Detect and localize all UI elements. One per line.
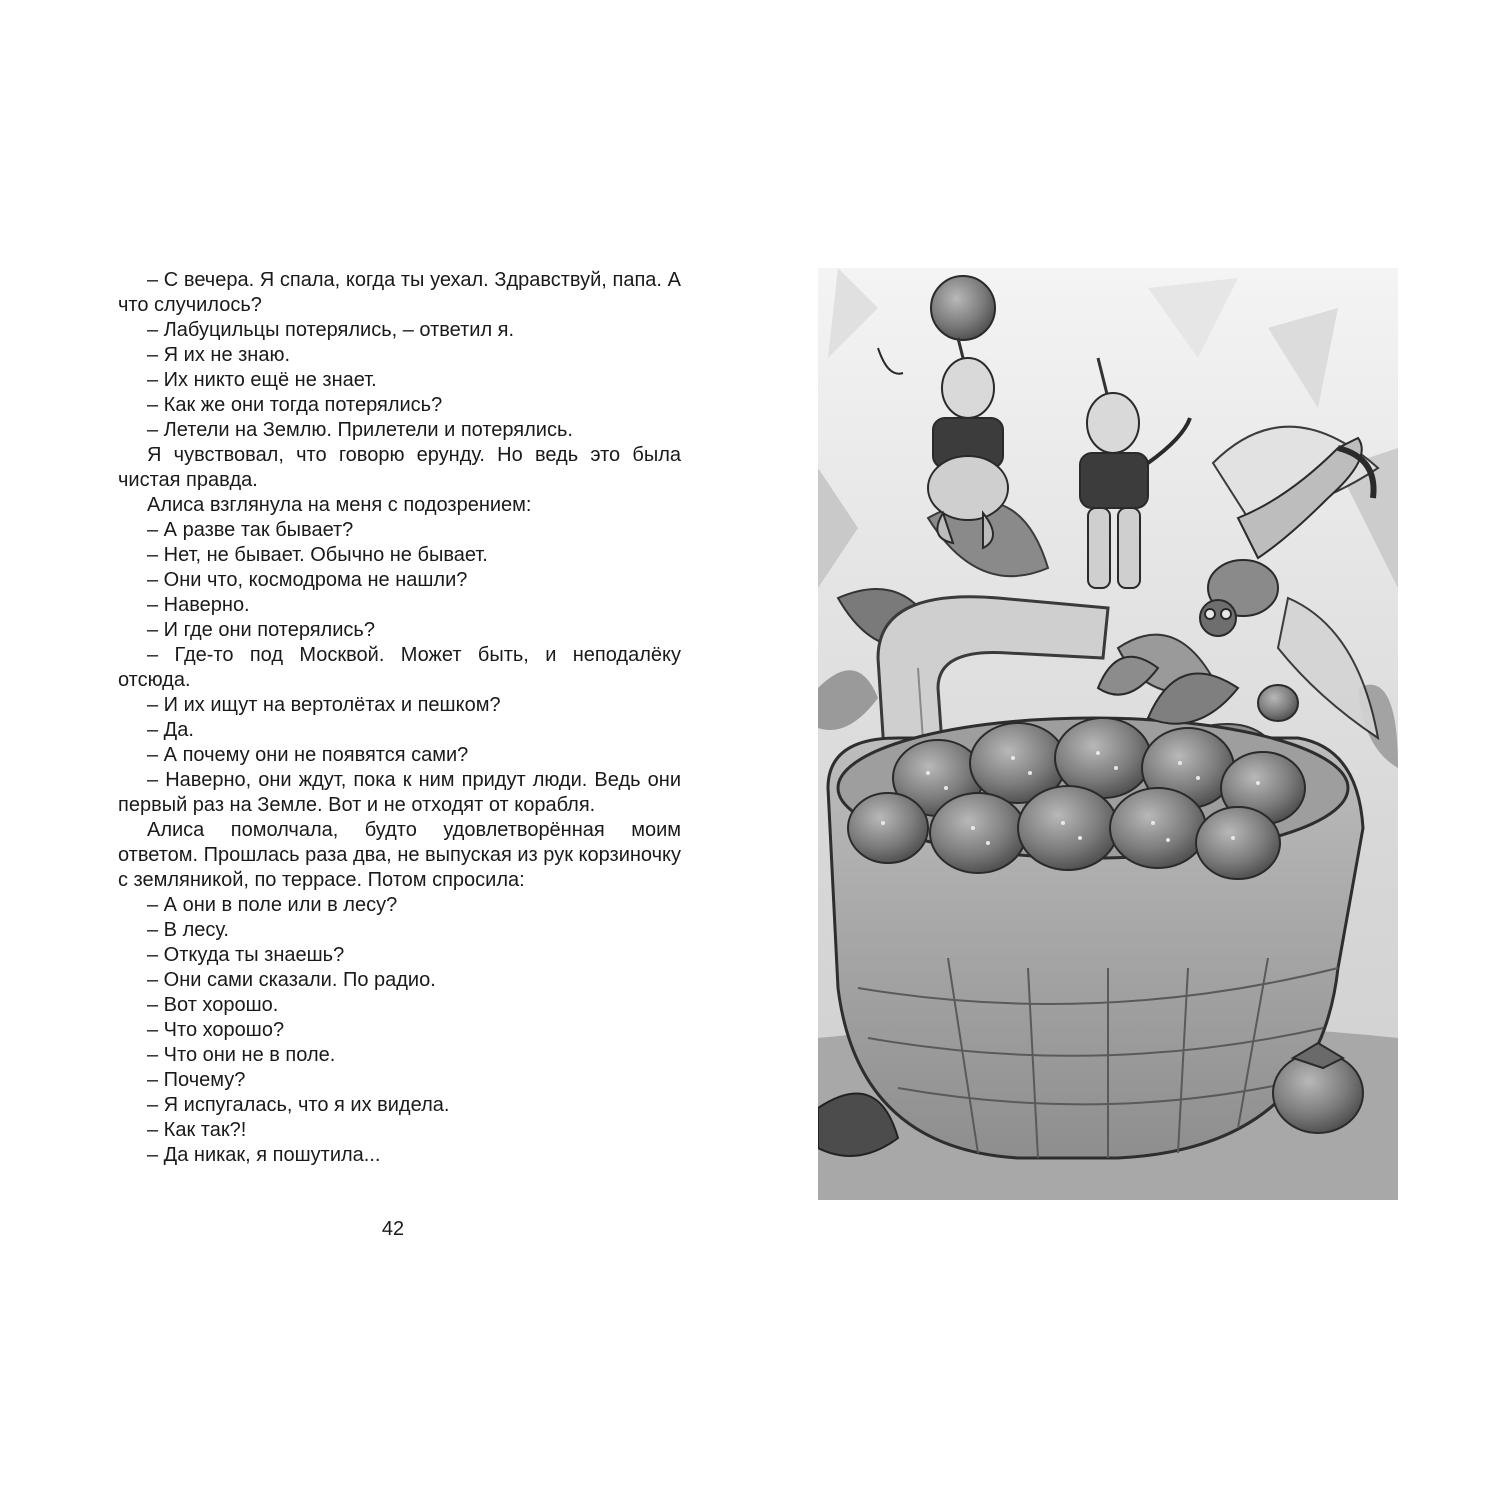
paragraph-28: – Я испугалась, что я их видела. (147, 1094, 450, 1116)
paragraph-1: – С вечера. Я спала, когда ты уехал. Здравствуй, папа. А что случилось? (118, 269, 681, 316)
paragraph-5: – Как же они тогда потерялись? (147, 394, 443, 416)
paragraph-20: – А они в поле или в лесу? (147, 894, 398, 916)
paragraph-27: – Почему? (147, 1069, 246, 1091)
paragraph-7: Я чувствовал, что говорю ерунду. Но ведь это была чистая правда. (118, 444, 681, 491)
paragraph-12: – Наверно. (147, 594, 250, 616)
paragraph-10: – Нет, не бывает. Обычно не бывает. (147, 544, 488, 566)
paragraph-17: – А почему они не появятся сами? (147, 744, 469, 766)
paragraph-2: – Лабуцильцы потерялись, – ответил я. (147, 319, 515, 341)
paragraph-16: – Да. (147, 719, 194, 741)
paragraph-23: – Они сами сказали. По радио. (147, 969, 436, 991)
paragraph-18: – Наверно, они ждут, пока к ним придут люди. Ведь они первый раз на Земле. Вот и не отходят от корабля. (118, 769, 681, 816)
paragraph-24: – Вот хорошо. (147, 994, 279, 1016)
paragraph-26: – Что они не в поле. (147, 1044, 336, 1066)
paragraph-21: – В лесу. (147, 919, 229, 941)
text-column (118, 268, 681, 1168)
paragraph-13: – И где они потерялись? (147, 619, 375, 641)
paragraph-9: – А разве так бывает? (147, 519, 354, 541)
paragraph-30: – Да никак, я пошутила... (147, 1144, 381, 1166)
page-number: 42 (381, 1218, 405, 1240)
paragraph-25: – Что хорошо? (147, 1019, 285, 1041)
paragraph-22: – Откуда ты знаешь? (147, 944, 345, 966)
paragraph-6: – Летели на Землю. Прилетели и потерялись. (147, 419, 573, 441)
strawberry-basket-illustration (818, 268, 1398, 1200)
paragraph-29: – Как так?! (147, 1119, 247, 1141)
paragraph-14: – Где-то под Москвой. Может быть, и неподалёку отсюда. (118, 644, 681, 691)
paragraph-15: – И их ищут на вертолётах и пешком? (147, 694, 501, 716)
paragraph-11: – Они что, космодрома не нашли? (147, 569, 468, 591)
paragraph-3: – Я их не знаю. (147, 344, 291, 366)
paragraph-8: Алиса взглянула на меня с подозрением: (147, 494, 532, 516)
paragraph-19: Алиса помолчала, будто удовлетворённая моим ответом. Прошлась раза два, не выпуская из рук корзиночку с земляникой, по террасе. Потом спросила: (118, 819, 681, 891)
paragraph-4: – Их никто ещё не знает. (147, 369, 377, 391)
